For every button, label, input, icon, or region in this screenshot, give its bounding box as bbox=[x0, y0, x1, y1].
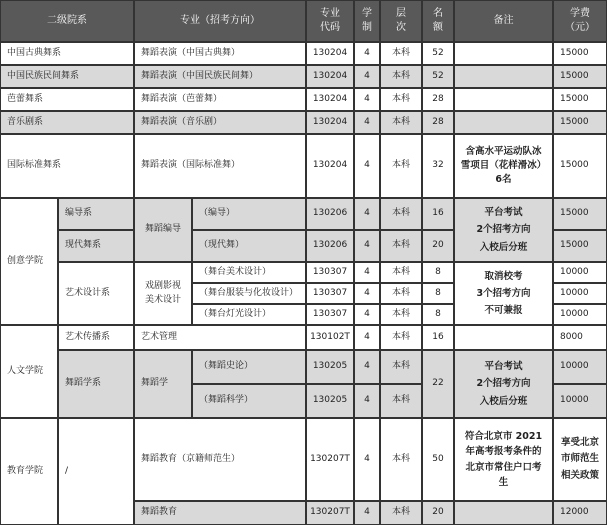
code-cell: 130307 bbox=[306, 304, 354, 325]
fee-cell: 10000 bbox=[553, 283, 607, 304]
notes-cell bbox=[454, 42, 553, 65]
years-cell: 4 bbox=[354, 111, 380, 134]
fee-cell: 8000 bbox=[553, 325, 607, 350]
dept-cell: 艺术设计系 bbox=[58, 262, 134, 325]
notes-cell: 平台考试 2个招考方向 入校后分班 bbox=[454, 198, 553, 262]
quota-cell: 20 bbox=[422, 501, 454, 525]
fee-cell: 15000 bbox=[553, 65, 607, 88]
code-cell: 130205 bbox=[306, 384, 354, 418]
code-cell: 130204 bbox=[306, 134, 354, 198]
fee-cell: 10000 bbox=[553, 304, 607, 325]
quota-cell: 28 bbox=[422, 88, 454, 111]
level-cell: 本科 bbox=[380, 325, 422, 350]
level-cell: 本科 bbox=[380, 350, 422, 384]
quota-cell: 16 bbox=[422, 198, 454, 230]
level-cell: 本科 bbox=[380, 65, 422, 88]
years-cell: 4 bbox=[354, 418, 380, 501]
fee-cell: 15000 bbox=[553, 134, 607, 198]
header-quota: 名 额 bbox=[422, 0, 454, 42]
years-cell: 4 bbox=[354, 134, 380, 198]
fee-cell: 15000 bbox=[553, 111, 607, 134]
header-dept: 二级院系 bbox=[0, 0, 134, 42]
code-cell: 130204 bbox=[306, 111, 354, 134]
dept-cell: 中国民族民间舞系 bbox=[0, 65, 134, 88]
quota-cell: 52 bbox=[422, 65, 454, 88]
code-cell: 130207T bbox=[306, 418, 354, 501]
code-cell: 130204 bbox=[306, 88, 354, 111]
dept-cell: 现代舞系 bbox=[58, 230, 134, 262]
code-cell: 130204 bbox=[306, 42, 354, 65]
major-cell: 舞蹈教育 bbox=[134, 501, 306, 525]
code-cell: 130206 bbox=[306, 198, 354, 230]
years-cell: 4 bbox=[354, 304, 380, 325]
code-cell: 130204 bbox=[306, 65, 354, 88]
dept-cell: 中国古典舞系 bbox=[0, 42, 134, 65]
notes-cell bbox=[454, 501, 553, 525]
quota-cell: 8 bbox=[422, 262, 454, 283]
dept-cell: / bbox=[58, 418, 134, 525]
dept-cell: 艺术传播系 bbox=[58, 325, 134, 350]
dept-cell: 编导系 bbox=[58, 198, 134, 230]
code-cell: 130307 bbox=[306, 262, 354, 283]
years-cell: 4 bbox=[354, 42, 380, 65]
major-cell: 舞蹈教育（京籍师范生） bbox=[134, 418, 306, 501]
level-cell: 本科 bbox=[380, 111, 422, 134]
major-cell: 舞蹈表演（芭蕾舞） bbox=[134, 88, 306, 111]
years-cell: 4 bbox=[354, 325, 380, 350]
level-cell: 本科 bbox=[380, 230, 422, 262]
notes-cell bbox=[454, 325, 553, 350]
years-cell: 4 bbox=[354, 384, 380, 418]
college-cell: 创意学院 bbox=[0, 198, 58, 325]
years-cell: 4 bbox=[354, 65, 380, 88]
direction-cell: （舞蹈科学） bbox=[192, 384, 306, 418]
level-cell: 本科 bbox=[380, 88, 422, 111]
fee-cell: 享受北京 市师范生 相关政策 bbox=[553, 418, 607, 501]
header-years: 学 制 bbox=[354, 0, 380, 42]
years-cell: 4 bbox=[354, 88, 380, 111]
header-fee: 学费 （元） bbox=[553, 0, 607, 42]
level-cell: 本科 bbox=[380, 384, 422, 418]
major-cell: 舞蹈表演（中国民族民间舞） bbox=[134, 65, 306, 88]
quota-cell: 22 bbox=[422, 350, 454, 418]
level-cell: 本科 bbox=[380, 42, 422, 65]
level-cell: 本科 bbox=[380, 304, 422, 325]
fee-cell: 10000 bbox=[553, 384, 607, 418]
direction-cell: （现代舞） bbox=[192, 230, 306, 262]
code-cell: 130205 bbox=[306, 350, 354, 384]
major-cell: 舞蹈表演（中国古典舞） bbox=[134, 42, 306, 65]
direction-cell: （舞台灯光设计） bbox=[192, 304, 306, 325]
header-code: 专业 代码 bbox=[306, 0, 354, 42]
fee-cell: 15000 bbox=[553, 42, 607, 65]
years-cell: 4 bbox=[354, 501, 380, 525]
quota-cell: 16 bbox=[422, 325, 454, 350]
years-cell: 4 bbox=[354, 230, 380, 262]
direction-cell: （舞台服装与化妆设计） bbox=[192, 283, 306, 304]
major-cell: 舞蹈学 bbox=[134, 350, 192, 418]
years-cell: 4 bbox=[354, 262, 380, 283]
code-cell: 130102T bbox=[306, 325, 354, 350]
direction-cell: （舞台美术设计） bbox=[192, 262, 306, 283]
dept-cell: 音乐剧系 bbox=[0, 111, 134, 134]
major-cell: 戏剧影视 美术设计 bbox=[134, 262, 192, 325]
code-cell: 130206 bbox=[306, 230, 354, 262]
notes-cell bbox=[454, 65, 553, 88]
notes-cell: 平台考试 2个招考方向 入校后分班 bbox=[454, 350, 553, 418]
level-cell: 本科 bbox=[380, 198, 422, 230]
quota-cell: 20 bbox=[422, 230, 454, 262]
header-level: 层 次 bbox=[380, 0, 422, 42]
fee-cell: 12000 bbox=[553, 501, 607, 525]
years-cell: 4 bbox=[354, 350, 380, 384]
quota-cell: 52 bbox=[422, 42, 454, 65]
notes-cell: 符合北京市 2021 年高考报考条件的 北京市常住户口考 生 bbox=[454, 418, 553, 501]
fee-cell: 15000 bbox=[553, 198, 607, 230]
code-cell: 130207T bbox=[306, 501, 354, 525]
direction-cell: （编导） bbox=[192, 198, 306, 230]
header-major: 专业（招考方向） bbox=[134, 0, 306, 42]
level-cell: 本科 bbox=[380, 262, 422, 283]
quota-cell: 28 bbox=[422, 111, 454, 134]
major-cell: 舞蹈表演（国际标准舞） bbox=[134, 134, 306, 198]
dept-cell: 芭蕾舞系 bbox=[0, 88, 134, 111]
major-cell: 舞蹈表演（音乐剧） bbox=[134, 111, 306, 134]
code-cell: 130307 bbox=[306, 283, 354, 304]
notes-cell bbox=[454, 88, 553, 111]
notes-cell: 含高水平运动队冰 雪项目（花样滑冰） 6名 bbox=[454, 134, 553, 198]
fee-cell: 15000 bbox=[553, 230, 607, 262]
major-cell: 艺术管理 bbox=[134, 325, 306, 350]
notes-cell bbox=[454, 111, 553, 134]
dept-cell: 舞蹈学系 bbox=[58, 350, 134, 418]
notes-cell: 取消校考 3个招考方向 不可兼报 bbox=[454, 262, 553, 325]
level-cell: 本科 bbox=[380, 501, 422, 525]
quota-cell: 32 bbox=[422, 134, 454, 198]
college-cell: 教育学院 bbox=[0, 418, 58, 525]
dept-cell: 国际标准舞系 bbox=[0, 134, 134, 198]
quota-cell: 8 bbox=[422, 304, 454, 325]
quota-cell: 50 bbox=[422, 418, 454, 501]
fee-cell: 15000 bbox=[553, 88, 607, 111]
level-cell: 本科 bbox=[380, 418, 422, 501]
level-cell: 本科 bbox=[380, 134, 422, 198]
header-notes: 备注 bbox=[454, 0, 553, 42]
major-cell: 舞蹈编导 bbox=[134, 198, 192, 262]
quota-cell: 8 bbox=[422, 283, 454, 304]
fee-cell: 10000 bbox=[553, 350, 607, 384]
direction-cell: （舞蹈史论） bbox=[192, 350, 306, 384]
years-cell: 4 bbox=[354, 283, 380, 304]
level-cell: 本科 bbox=[380, 283, 422, 304]
years-cell: 4 bbox=[354, 198, 380, 230]
college-cell: 人文学院 bbox=[0, 325, 58, 418]
fee-cell: 10000 bbox=[553, 262, 607, 283]
